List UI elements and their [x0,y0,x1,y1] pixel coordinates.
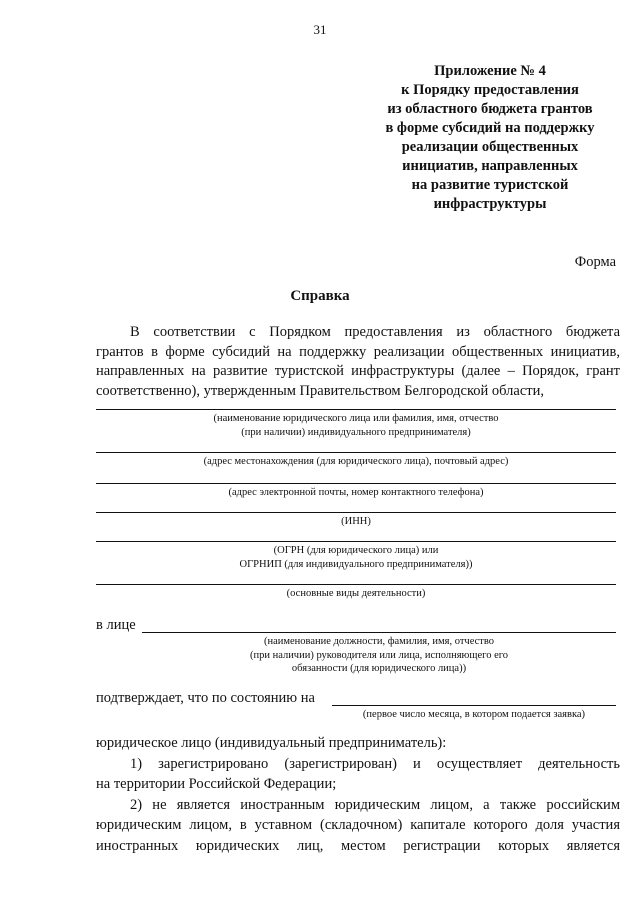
date-label: подтверждает, что по состоянию на [96,690,315,706]
person-field-line[interactable] [142,632,616,633]
body-line: иностранных юридических лиц, местом регистрации которых является [96,837,620,854]
intro-line: соответственно), утвержденным Правительством Белгородской области, [96,382,544,399]
caption-line: (адрес электронной почты, номер контактного телефона) [228,487,484,498]
caption-line: (наименование должности, фамилия, имя, отчество [263,636,495,647]
inn-field-line[interactable] [96,512,616,513]
caption-line: (при наличии) индивидуального предпринимателя) [241,426,471,438]
body-line: юридическое лицо (индивидуальный предприниматель): [96,735,447,751]
caption-line: (первое число месяца, в котором подается заявка) [362,709,586,720]
address-field-line[interactable] [96,452,616,453]
body-line: 2) не является иностранным юридическим лицом, а также российским [130,796,620,813]
appendix-line: Приложение № 4 [434,63,546,79]
person-label: в лице [96,617,136,633]
appendix-line: на развитие туристской [411,177,569,193]
appendix-line: к Порядку предоставления [401,82,579,98]
caption-line: обязанности (для юридического лица)) [291,663,467,674]
date-field-caption [332,708,616,722]
caption-line: ОГРНИП (для индивидуального предпринимателя)) [239,558,473,570]
caption-line: (при наличии) руководителя или лица, исполняющего его [249,649,509,661]
body-paragraphs [96,733,620,856]
appendix-line: инфраструктуры [433,196,547,212]
page-number: 31 [313,22,327,37]
appendix-line: в форме субсидий на поддержку [385,120,595,136]
body-line: юридическим лицом, в уставном (складочном) капитале которого доля участия [96,817,620,833]
date-field-line[interactable] [332,705,616,706]
inn-field-caption [96,515,616,529]
appendix-line: реализации общественных [401,139,579,155]
appendix-header [340,62,640,214]
activities-field-line[interactable] [96,584,616,585]
intro-line: В соответствии с Порядком предоставления из областного бюджета [130,324,620,340]
caption-line: (наименование юридического лица или фамилия, имя, отчество [213,413,499,424]
person-field-caption [142,635,616,676]
document-title: Справка [290,288,350,304]
form-label: Форма [574,254,616,270]
intro-line: направленных на развитие туристской инфраструктуры (далее – Порядок, грант [96,363,620,379]
activities-field-caption [96,587,616,601]
body-line: на территории Российской Федерации; [96,776,337,792]
caption-line: (ИНН) [341,516,371,527]
contacts-field-caption [96,486,616,500]
appendix-line: инициатив, направленных [402,158,578,174]
ogrn-field-line[interactable] [96,541,616,542]
address-field-caption [96,455,616,469]
name-field-caption [96,412,616,439]
ogrn-field-caption [96,544,616,571]
caption-line: (основные виды деятельности) [286,588,426,599]
body-line: 1) зарегистрировано (зарегистрирован) и осуществляет деятельность [130,755,620,772]
contacts-field-line[interactable] [96,483,616,484]
intro-paragraph [96,323,620,401]
name-field-line[interactable] [96,409,616,410]
intro-line: грантов в форме субсидий на поддержку реализации общественных инициатив, [96,343,620,360]
appendix-line: из областного бюджета грантов [387,101,593,117]
caption-line: (ОГРН (для юридического лица) или [273,545,439,556]
caption-line: (адрес местонахождения (для юридического лица), почтовый адрес) [203,456,509,467]
